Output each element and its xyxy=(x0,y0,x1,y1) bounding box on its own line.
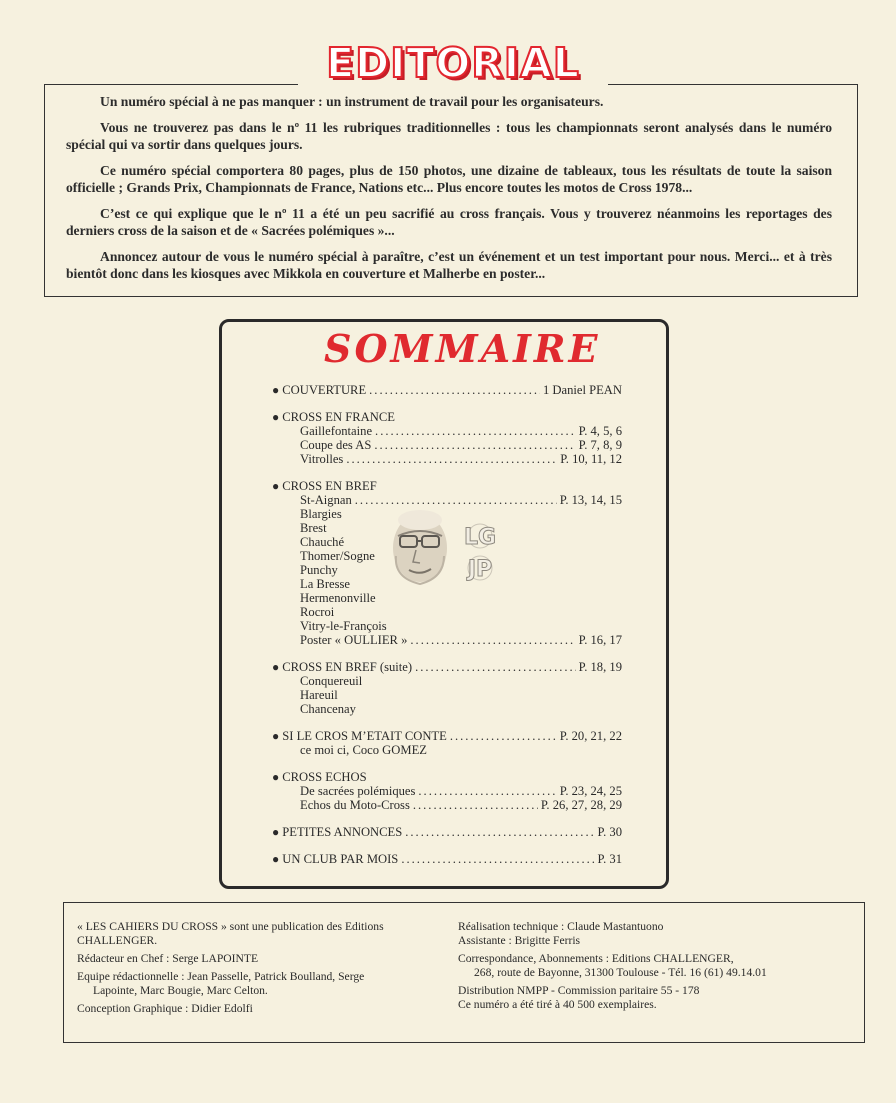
colophon-line: Conception Graphique : Didier Edolfi xyxy=(77,1002,253,1015)
bullet-icon: ● xyxy=(272,660,280,674)
colophon-line: Réalisation technique : Claude Mastantuono xyxy=(458,920,664,933)
toc-item: Blargies xyxy=(300,507,342,521)
toc-label: CROSS EN BREF xyxy=(282,479,377,493)
toc-page: P. 7, 8, 9 xyxy=(578,438,622,452)
toc-page: 1 Daniel PEAN xyxy=(542,383,622,397)
dot-leader xyxy=(375,424,576,438)
colophon-line: Lapointe, Marc Bougie, Marc Celton. xyxy=(93,984,268,997)
editorial-paragraph: C’est ce qui explique que le nº 11 a été un peu sacrifié au cross français. Vous y trouverez néanmoins les reportages des derniers cross de la saison et de « Sacrées polémiques »... xyxy=(66,205,832,238)
toc-entry xyxy=(272,852,622,866)
toc-label: Vitrolles xyxy=(300,452,344,466)
bullet-icon: ● xyxy=(272,852,280,866)
toc-item: Punchy xyxy=(300,563,338,577)
toc-label: SI LE CROS M’ETAIT CONTE xyxy=(282,729,447,743)
toc-item: Chauché xyxy=(300,535,345,549)
toc-heading xyxy=(272,410,622,424)
toc-entry xyxy=(272,493,622,507)
toc-label: Gaillefontaine xyxy=(300,424,373,438)
dot-leader xyxy=(413,798,538,812)
toc-label: Coupe des AS xyxy=(300,438,372,452)
toc-section-club xyxy=(272,852,622,866)
colophon-line: 268, route de Bayonne, 31300 Toulouse - Tél. 16 (61) 49.14.01 xyxy=(474,966,767,979)
toc-label: CROSS ECHOS xyxy=(282,770,367,784)
editorial-title-wrap xyxy=(298,36,608,90)
bullet-icon: ● xyxy=(272,729,280,743)
toc-label: UN CLUB PAR MOIS xyxy=(282,852,399,866)
toc-item: Vitry-le-François xyxy=(300,619,387,633)
dot-leader xyxy=(401,852,594,866)
toc-item: Rocroi xyxy=(300,605,335,619)
toc-entry xyxy=(272,633,622,647)
colophon-line: « LES CAHIERS DU CROSS » sont une publication des Editions CHALLENGER. xyxy=(77,920,384,947)
toc-page: P. 10, 11, 12 xyxy=(560,452,622,466)
toc-entry xyxy=(272,660,622,674)
bullet-icon: ● xyxy=(272,383,280,397)
toc-entry xyxy=(272,825,622,839)
colophon-line: Equipe rédactionnelle : Jean Passelle, Patrick Boulland, Serge xyxy=(77,970,365,983)
toc-section-cross-en-france xyxy=(272,410,622,466)
colophon-line: Assistante : Brigitte Ferris xyxy=(458,934,581,947)
bullet-icon: ● xyxy=(272,770,280,784)
editorial-paragraph: Vous ne trouverez pas dans le nº 11 les rubriques traditionnelles : tous les championnats seront analysés dans le numéro spécial qui va sortir dans quelques jours. xyxy=(66,119,832,152)
bullet-icon: ● xyxy=(272,410,280,424)
toc-page: P. 16, 17 xyxy=(578,633,622,647)
toc-entry xyxy=(272,424,622,438)
logo-lg: LG xyxy=(463,525,497,550)
colophon-right xyxy=(458,920,820,1016)
toc-page: P. 18, 19 xyxy=(578,660,622,674)
toc-section-petites-annonces xyxy=(272,825,622,839)
sommaire-title: SOMMAIRE xyxy=(324,326,601,371)
toc-item: ce moi ci, Coco GOMEZ xyxy=(300,743,427,757)
colophon-line: Ce numéro a été tiré à 40 500 exemplaires. xyxy=(458,998,657,1011)
toc-heading xyxy=(272,770,622,784)
editorial-title: EDITORIAL xyxy=(326,39,580,87)
toc-entry xyxy=(272,784,622,798)
toc-label: CROSS EN BREF (suite) xyxy=(282,660,413,674)
toc-section-cross-en-bref-suite xyxy=(272,660,622,716)
toc-item: Hermenonville xyxy=(300,591,376,605)
toc-item: Chancenay xyxy=(300,702,356,716)
colophon-line: Distribution NMPP - Commission paritaire 55 - 178 xyxy=(458,984,700,997)
dot-leader xyxy=(418,784,556,798)
editorial-paragraph: Ce numéro spécial comportera 80 pages, plus de 150 photos, une dizaine de tableaux, tous les résultats de toute la saison officielle ; Grands Prix, Championnats de France, Nations etc... Plus encore toutes les motos de Cross 1978... xyxy=(66,162,832,195)
toc-page: P. 13, 14, 15 xyxy=(559,493,622,507)
toc-item: Brest xyxy=(300,521,327,535)
toc-page: P. 20, 21, 22 xyxy=(559,729,622,743)
table-of-contents xyxy=(272,383,622,879)
dot-leader xyxy=(415,660,576,674)
dot-leader xyxy=(410,633,575,647)
toc-section-couverture xyxy=(272,383,622,397)
bullet-icon: ● xyxy=(272,825,280,839)
editorial-paragraph: Un numéro spécial à ne pas manquer : un instrument de travail pour les organisateurs. xyxy=(100,94,604,109)
toc-item: Hareuil xyxy=(300,688,338,702)
toc-entry xyxy=(272,798,622,812)
toc-item: La Bresse xyxy=(300,577,351,591)
toc-section-cross-echos xyxy=(272,770,622,812)
toc-entry xyxy=(272,452,622,466)
bullet-icon: ● xyxy=(272,479,280,493)
toc-page: P. 4, 5, 6 xyxy=(578,424,622,438)
toc-heading xyxy=(272,479,622,493)
toc-entry xyxy=(272,383,622,397)
toc-section-si-le-cros xyxy=(272,729,622,757)
toc-label: De sacrées polémiques xyxy=(300,784,416,798)
portrait-logo xyxy=(384,506,510,596)
toc-label: CROSS EN FRANCE xyxy=(282,410,395,424)
colophon-line: Rédacteur en Chef : Serge LAPOINTE xyxy=(77,952,259,965)
portrait-illustration xyxy=(384,506,510,596)
toc-label: PETITES ANNONCES xyxy=(282,825,403,839)
dot-leader xyxy=(369,383,540,397)
toc-item: Conquereuil xyxy=(300,674,363,688)
dot-leader xyxy=(346,452,557,466)
toc-entry xyxy=(272,729,622,743)
editorial-body xyxy=(66,93,832,291)
toc-entry xyxy=(272,438,622,452)
dot-leader xyxy=(374,438,575,452)
toc-label: Echos du Moto-Cross xyxy=(300,798,410,812)
logo-jp: JP xyxy=(467,557,493,582)
dot-leader xyxy=(450,729,557,743)
toc-item: Thomer/Sogne xyxy=(300,549,375,563)
toc-label: Poster « OULLIER » xyxy=(300,633,408,647)
toc-page: P. 26, 27, 28, 29 xyxy=(540,798,622,812)
colophon-line: Correspondance, Abonnements : Editions CHALLENGER, xyxy=(458,952,734,965)
editorial-paragraph: Annoncez autour de vous le numéro spécial à paraître, c’est un événement et un test important pour nous. Merci... et à très bientôt donc dans les kiosques avec Mikkola en couverture et Malherbe en poster... xyxy=(66,248,832,281)
toc-label: St-Aignan xyxy=(300,493,352,507)
dot-leader xyxy=(355,493,557,507)
dot-leader xyxy=(405,825,594,839)
colophon-left xyxy=(77,920,427,1020)
toc-page: P. 31 xyxy=(597,852,622,866)
toc-page: P. 30 xyxy=(597,825,622,839)
toc-page: P. 23, 24, 25 xyxy=(559,784,622,798)
toc-label: COUVERTURE xyxy=(282,383,367,397)
